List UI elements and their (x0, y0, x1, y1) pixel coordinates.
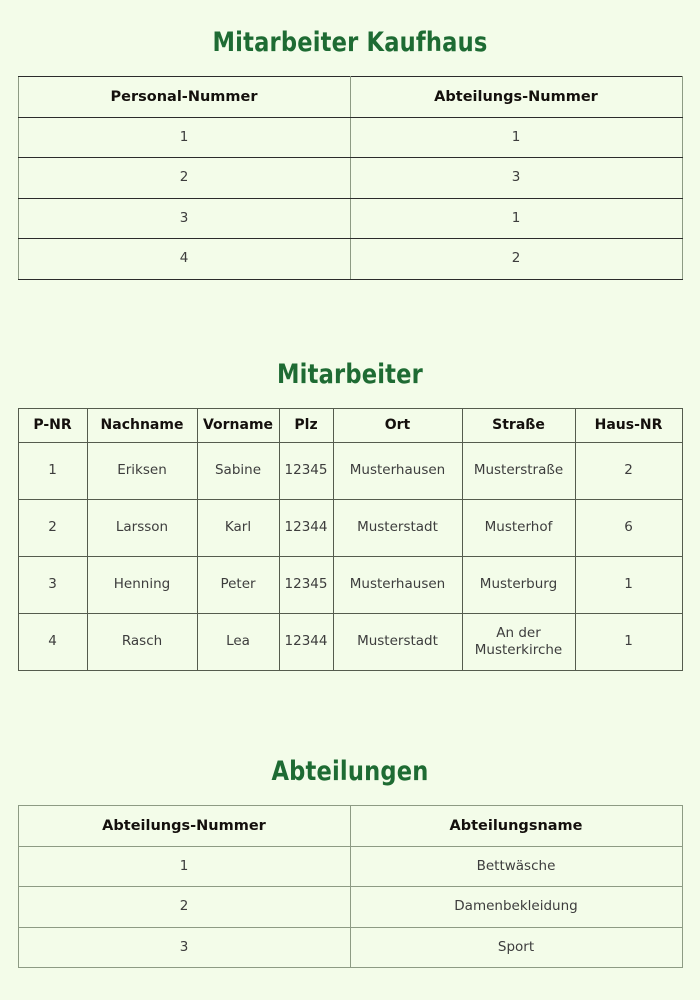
cell-p-nr: 2 (18, 500, 87, 557)
cell-abteilungsname: Damenbekleidung (350, 887, 682, 928)
cell-haus-nr: 6 (575, 500, 682, 557)
page-title-employees: Mitarbeiter (277, 359, 423, 390)
table-header-row (18, 805, 682, 846)
cell-personal-nummer: 4 (18, 239, 350, 280)
table-employees (18, 408, 683, 672)
cell-p-nr: 1 (18, 443, 87, 500)
cell-nachname: Eriksen (87, 443, 197, 500)
column-header-personal-nummer: Personal-Nummer (18, 76, 350, 117)
table-header-row (18, 408, 682, 443)
column-header-haus-nr: Haus-NR (575, 408, 682, 443)
cell-abteilungsname: Sport (350, 927, 682, 968)
table-header-row (18, 76, 682, 117)
table-departments (18, 805, 683, 969)
cell-vorname: Lea (197, 614, 279, 671)
column-header-abteilungsname: Abteilungsname (350, 805, 682, 846)
cell-plz: 12345 (279, 443, 333, 500)
page-title-employees-store: Mitarbeiter Kaufhaus (212, 27, 488, 58)
table-row (18, 846, 682, 887)
cell-abteilungs-nummer: 1 (350, 117, 682, 158)
column-header-nachname: Nachname (87, 408, 197, 443)
cell-vorname: Karl (197, 500, 279, 557)
table-row (18, 557, 682, 614)
cell-personal-nummer: 1 (18, 117, 350, 158)
cell-strasse: An der Musterkirche (462, 614, 575, 671)
cell-ort: Musterstadt (333, 614, 462, 671)
section-employees-store (0, 28, 700, 280)
column-header-plz: Plz (279, 408, 333, 443)
cell-abteilungs-nummer: 2 (18, 887, 350, 928)
column-header-ort: Ort (333, 408, 462, 443)
table-row (18, 117, 682, 158)
cell-haus-nr: 1 (575, 614, 682, 671)
section-employees (0, 360, 700, 671)
cell-nachname: Rasch (87, 614, 197, 671)
cell-abteilungs-nummer: 3 (18, 927, 350, 968)
cell-vorname: Sabine (197, 443, 279, 500)
cell-abteilungs-nummer: 3 (350, 158, 682, 199)
column-header-abteilungs-nummer: Abteilungs-Nummer (350, 76, 682, 117)
cell-strasse: Musterhof (462, 500, 575, 557)
table-row (18, 198, 682, 239)
cell-plz: 12345 (279, 557, 333, 614)
column-header-abteilungs-nummer: Abteilungs-Nummer (18, 805, 350, 846)
cell-plz: 12344 (279, 500, 333, 557)
cell-abteilungsname: Bettwäsche (350, 846, 682, 887)
cell-nachname: Larsson (87, 500, 197, 557)
cell-haus-nr: 2 (575, 443, 682, 500)
table-row (18, 927, 682, 968)
page-title-departments: Abteilungen (271, 756, 429, 787)
cell-ort: Musterstadt (333, 500, 462, 557)
table-row (18, 614, 682, 671)
column-header-p-nr: P-NR (18, 408, 87, 443)
cell-plz: 12344 (279, 614, 333, 671)
cell-haus-nr: 1 (575, 557, 682, 614)
cell-strasse: Musterstraße (462, 443, 575, 500)
section-departments (0, 757, 700, 968)
column-header-strasse: Straße (462, 408, 575, 443)
table-employees-store (18, 76, 683, 280)
cell-abteilungs-nummer: 1 (350, 198, 682, 239)
cell-ort: Musterhausen (333, 443, 462, 500)
table-row (18, 158, 682, 199)
cell-vorname: Peter (197, 557, 279, 614)
table-row (18, 887, 682, 928)
cell-p-nr: 3 (18, 557, 87, 614)
table-row (18, 443, 682, 500)
cell-p-nr: 4 (18, 614, 87, 671)
cell-personal-nummer: 2 (18, 158, 350, 199)
cell-ort: Musterhausen (333, 557, 462, 614)
table-row (18, 239, 682, 280)
cell-strasse: Musterburg (462, 557, 575, 614)
table-row (18, 500, 682, 557)
cell-nachname: Henning (87, 557, 197, 614)
cell-abteilungs-nummer: 2 (350, 239, 682, 280)
cell-personal-nummer: 3 (18, 198, 350, 239)
cell-abteilungs-nummer: 1 (18, 846, 350, 887)
column-header-vorname: Vorname (197, 408, 279, 443)
